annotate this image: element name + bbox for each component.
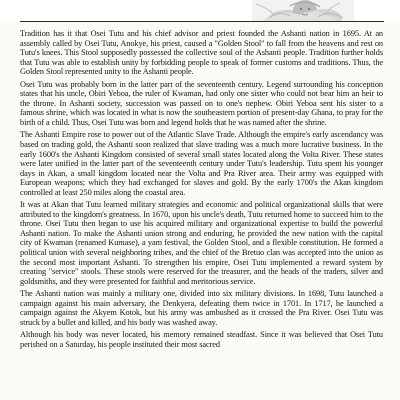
- page-header-area: [0, 0, 400, 21]
- paragraph-1: Tradition has it that Osei Tutu and his chief advisor and priest founded the Ashanti nation in 1695. At an assembly called by Osei Tutu, Anokye, his priest, caused a "Golden Stool" to fall from the heavens and rest on Tutu's knees. This Stool supposedly possessed the collective soul of the Ashanti people. Tradition further holds that Tutu was able to establish unity by forbidding people to speak of former customs and traditions. Thus, the Golden Stool represented unity to the Ashanti people.: [20, 29, 383, 77]
- paragraph-4: It was at Akan that Tutu learned military strategies and economic and political organizational skills that were attributed to the kingdom's greatness. In 1670, upon his uncle's death, Tutu returned home to succeed him to the throne. Osei Tutu then began to use his acquired military and organizational expertise to build the powerful Ashanti nation. To make the Ashanti union strong and enduring, he provided the new nation with the capital city of Kwaman (renamed Kumase), a yam festival, the Golden Stool, and a flexible constitution. He formed a political union with several neighboring tribes, and the chief of the Bretuo clan was accepted into the union as the second most important Ashanti. To strengthen his empire, Osei Tutu implemented a reward system by creating "service" stools. These stools were reserved for the treasurer, and the heads of the traders, silver and goldsmiths, and they were presented for faithful and meritorious service.: [20, 200, 383, 286]
- paragraph-5: The Ashanti nation was mainly a military one, divided into six military divisions. In 1698, Tutu launched a campaign against his main adversary, the Denkyera, defeating them twice in 1701. In 1717, he launched a campaign against the Akyem Kotok, but his army was ambushed as it crossed the Pra River. Osei Tutu was struck by a bullet and killed, and his body was washed away.: [20, 289, 383, 327]
- portrait-image: [252, 0, 354, 21]
- paragraph-6: Although his body was never located, his memory remained steadfast. Since it was believed that Osei Tutu perished on a Saturday, his people instituted their most sacred: [20, 330, 383, 349]
- top-divider: [20, 21, 384, 22]
- page-bottom-fade: [0, 390, 400, 400]
- article-body: [20, 29, 383, 350]
- paragraph-3: The Ashanti Empire rose to power out of the Atlantic Slave Trade. Although the empire's early ascendancy was based on trading gold, the Ashanti soon realized that slave trading was a much more lucrative business. In the early 1600's the Ashanti Kingdom consisted of several small states located along the Volta River. These states were later unified in the latter part of the seventeenth century under Tutu's leadership. Tutu spent his younger days in Akan, a small kingdom located near the Volta and Pra River area. Their army was equipped with European weapons; which they had exchanged for slaves and gold. By the early 1700's the Akan kingdom controlled at least 250 miles along the coastal area.: [20, 130, 383, 197]
- portrait-illustration: [252, 0, 354, 21]
- paragraph-2: Osei Tutu was probably born in the latter part of the seventeenth century. Legend surrounding his conception states that his uncle, Obiri Yeboa, the ruler of Kwaman, had only one sister who could not bear him an heir to the throne. In Ashanti society, succession was passed on to one's nephew. Obiri Yeboa sent his sister to a famous shrine, which was located in what is now the southeastern portion of present-day Ghana, to pray for the birth of a child. Thus, Osei Tutu was born and legend holds that he was named after the shrine.: [20, 79, 383, 127]
